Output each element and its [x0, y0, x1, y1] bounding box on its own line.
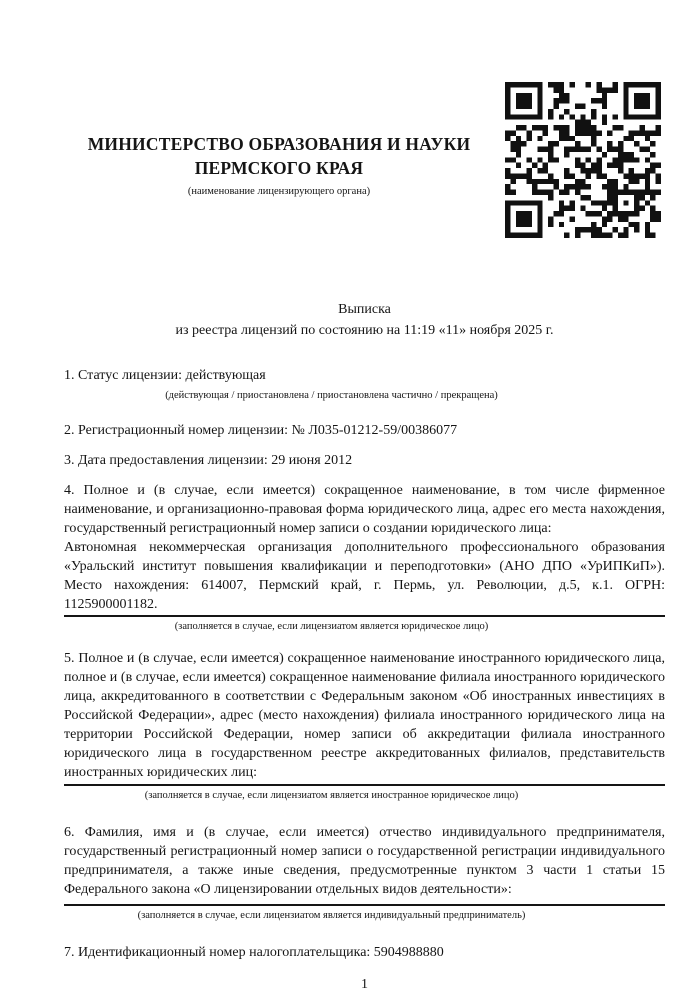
- item-1-status-options-caption: (действующая / приостановлена / приостановлена частично / прекращена): [165, 390, 498, 401]
- ministry-name-line1: МИНИСТЕРСТВО ОБРАЗОВАНИЯ И НАУКИ: [87, 134, 471, 154]
- item-4-legal-entity-heading: 4. Полное и (в случае, если имеется) сокращенное наименование, в том числе фирменное наименование, и организационно-правовая форма юридического лица, адрес его места нахождения, государственный регистрационный номер записи о создании юридического лица:: [64, 483, 665, 536]
- document-content: [64, 0, 665, 989]
- item-3-license-grant-date: 3. Дата предоставления лицензии: 29 июня 2012: [64, 453, 353, 468]
- item-4-legal-entity-value: Автономная некоммерческая организация дополнительного профессионального образования «Уральский институт повышения квалификации и переподготовки» (АНО ДПО «УрИПКиП»). Место нахождения: 614007, Пермский край, г. Пермь, ул. Революции, д.5, к.1. ОГРН: 1125900001182.: [64, 540, 665, 612]
- item-5-rule-line: [64, 784, 665, 803]
- licensing-authority-caption: (наименование лицензирующего органа): [187, 186, 371, 197]
- item-7-taxpayer-number: 7. Идентификационный номер налогоплательщика: 5904988880: [64, 945, 444, 960]
- page-number: 1: [361, 977, 368, 989]
- item-2-registration-number: 2. Регистрационный номер лицензии: № Л035-01212-59/00386077: [64, 423, 458, 438]
- ministry-name-line2: ПЕРМСКОГО КРАЯ: [194, 158, 364, 178]
- item-6-rule-line: [64, 904, 665, 923]
- licensing-authority-block: [64, 132, 494, 199]
- document-title-line2: из реестра лицензий по состоянию на 11:19 «11» ноября 2025 г.: [175, 323, 554, 338]
- item-6-entrepreneur-heading: 6. Фамилия, имя и (в случае, если имеется) отчество индивидуального предпринимателя, государственный регистрационный номер записи о государственной регистрации индивидуального предпринимателя, а также иные сведения, предусмотренные пунктом 3 части 1 статьи 15 Федерального закона «О лицензировании отдельных видов деятельности»:: [64, 825, 665, 897]
- item-1-license-status: 1. Статус лицензии: действующая: [64, 368, 266, 383]
- item-6-fill-caption: (заполняется в случае, если лицензиатом является индивидуальный предприниматель): [137, 910, 526, 921]
- item-5-fill-caption: (заполняется в случае, если лицензиатом является иностранное юридическое лицо): [144, 790, 519, 801]
- item-4-fill-caption: (заполняется в случае, если лицензиатом является юридическое лицо): [174, 621, 489, 632]
- item-5-foreign-entity-heading: 5. Полное и (в случае, если имеется) сокращенное наименование иностранного юридического лица, полное и (в случае, если имеется) сокращенное наименование филиала иностранного юридического лица, аккредитованного в соответствии с Федеральным законом «Об иностранных инвестициях в Российской Федерации», адрес (место нахождения) филиала иностранного юридического лица на территории Российской Федерации, номер записи об аккредитации филиала иностранного юридического лица в государственном реестре аккредитованных филиалов, представительств иностранных юридических лиц:: [64, 651, 665, 780]
- document-title-line1: Выписка: [338, 302, 391, 317]
- document-title: [64, 299, 665, 341]
- item-4-rule-line: [64, 615, 665, 634]
